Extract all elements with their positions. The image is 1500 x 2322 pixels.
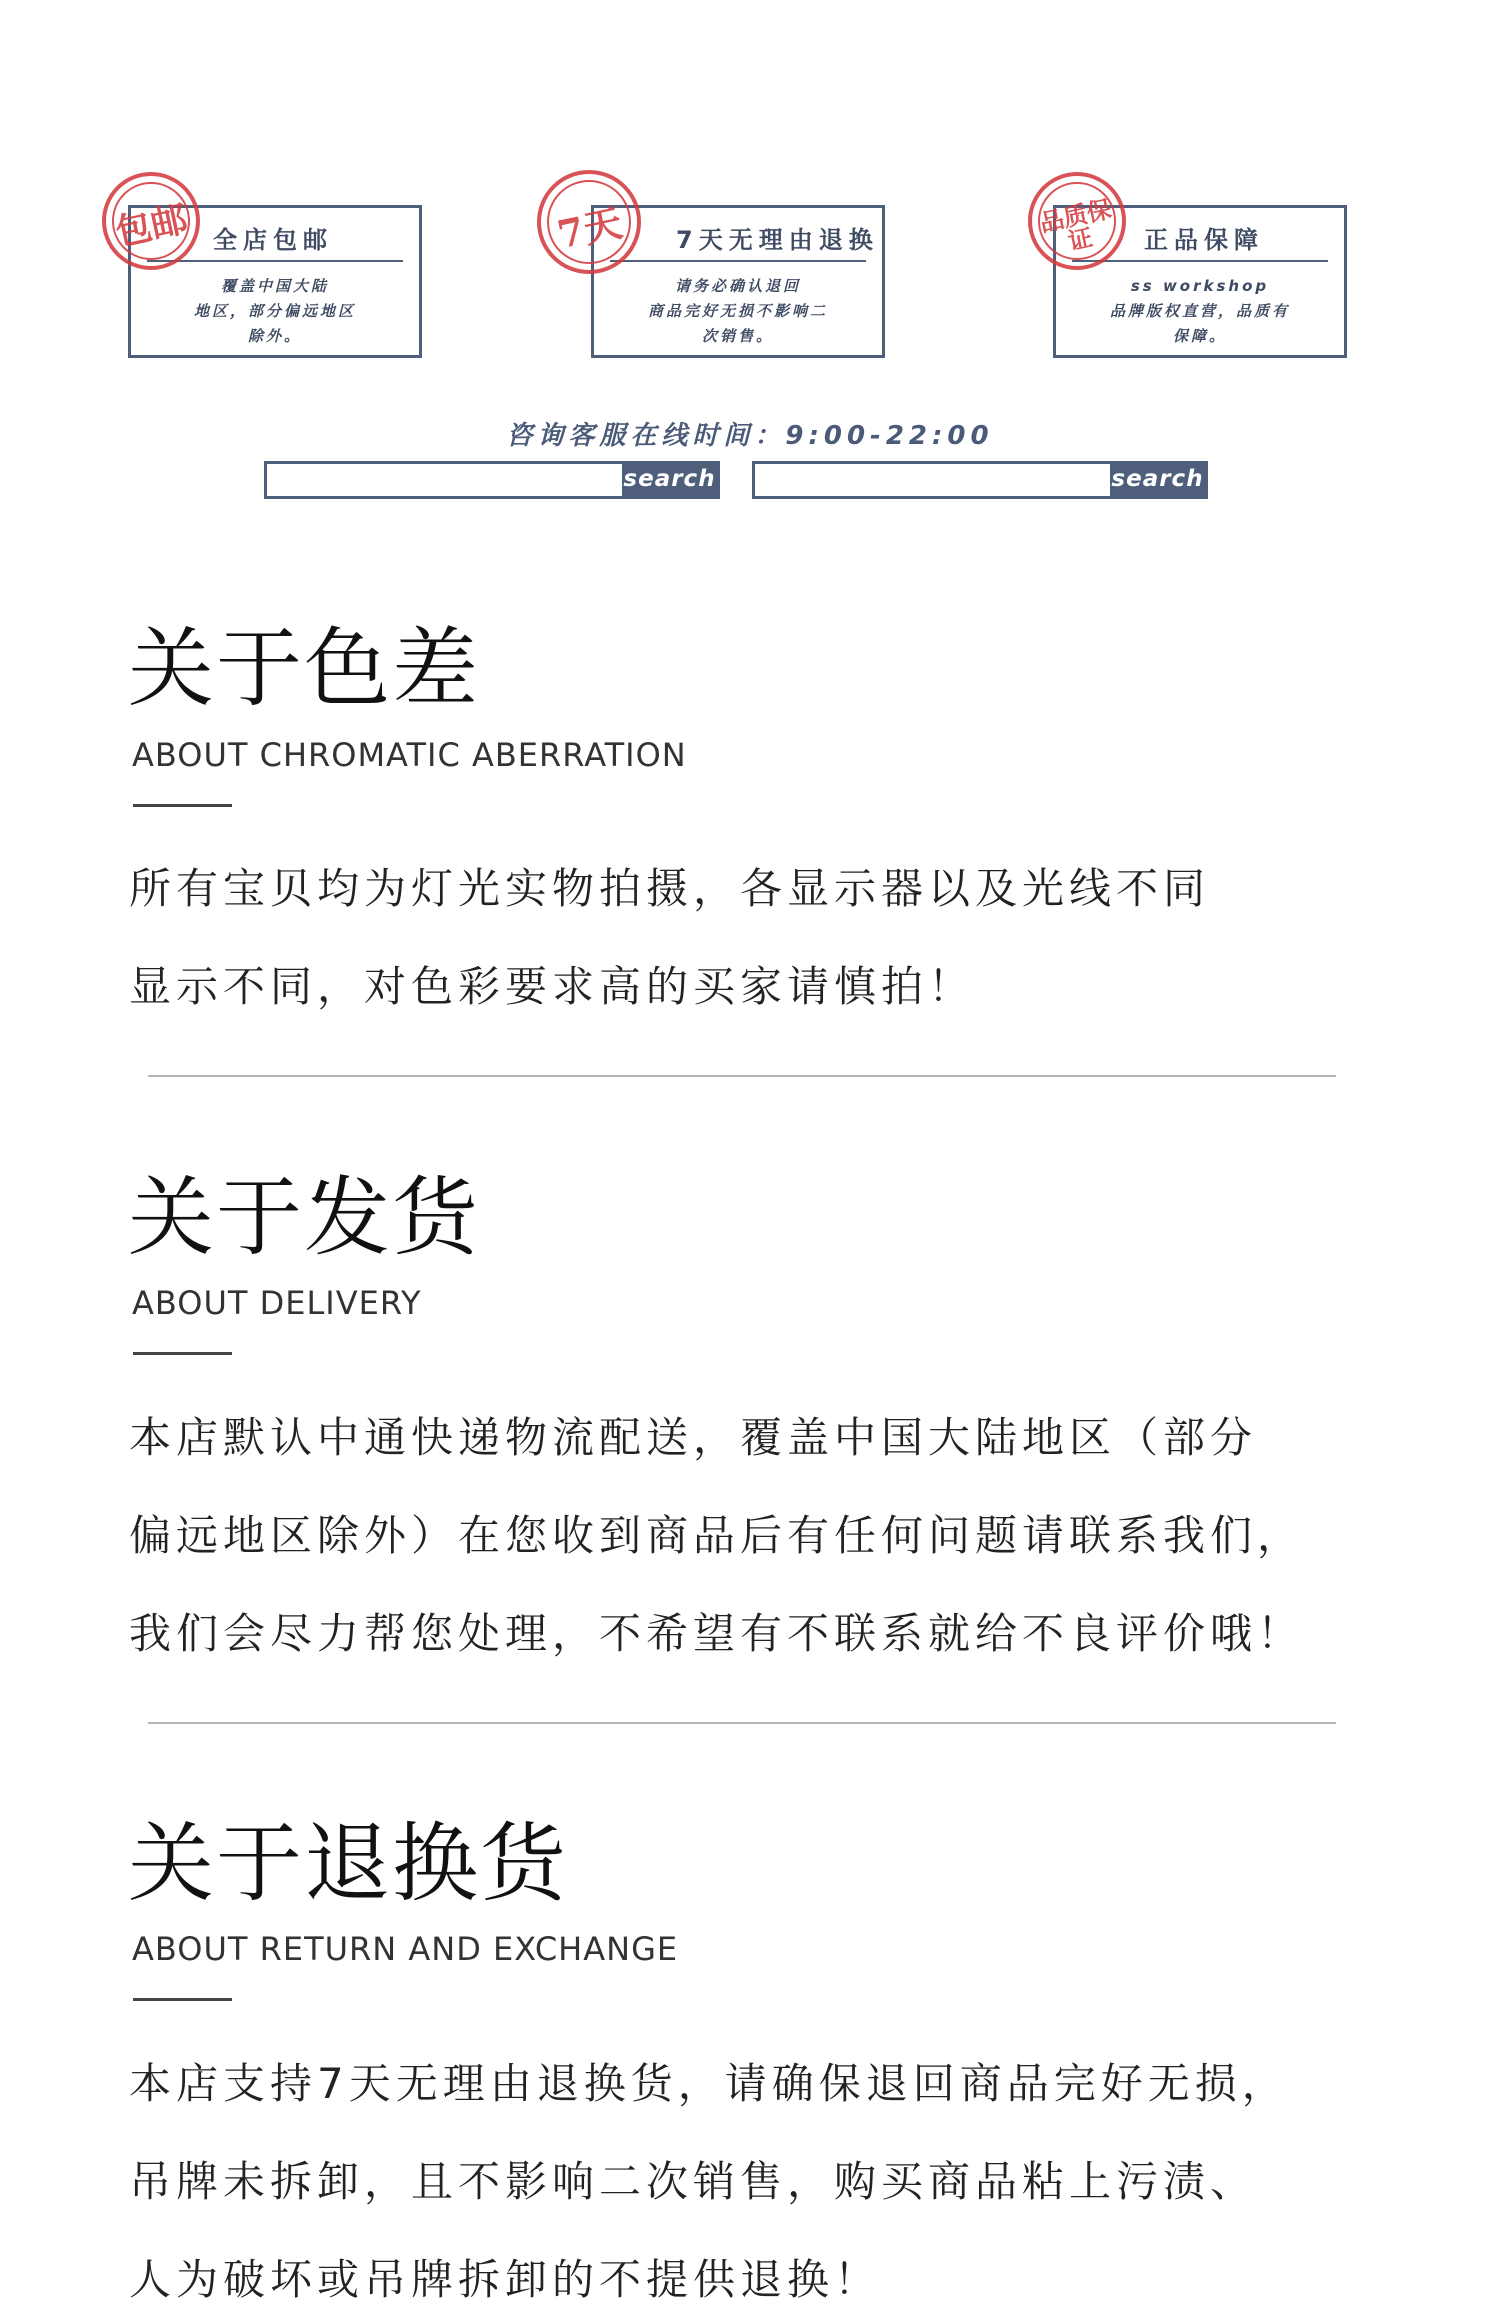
body-line: 本店默认中通快递物流配送，覆盖中国大陆地区（部分 <box>129 1413 1258 1462</box>
title-underline <box>133 804 232 807</box>
badge-desc-line: 次销售。 <box>701 327 774 345</box>
badge-description <box>151 274 399 349</box>
section-body <box>129 840 1399 1036</box>
stamp-text: 品质保证 <box>1037 194 1114 256</box>
body-line: 偏远地区除外）在您收到商品后有任何问题请联系我们， <box>129 1511 1305 1560</box>
badge-title: 全店包邮 <box>213 226 333 254</box>
badge-desc-line: 请务必确认退回 <box>674 277 801 295</box>
section-body <box>129 1389 1399 1683</box>
badge-title: 7天无理由退换 <box>676 226 879 254</box>
badge-description <box>1076 274 1324 349</box>
section-divider <box>148 1075 1336 1077</box>
title-underline <box>133 1352 232 1355</box>
service-hours: 咨询客服在线时间：9:00-22:00 <box>506 421 994 451</box>
badge-divider <box>610 260 866 262</box>
seven-day-stamp-icon <box>537 170 641 274</box>
badge-divider <box>147 260 403 262</box>
search-button[interactable]: search <box>1110 464 1205 496</box>
search-button[interactable]: search <box>622 464 717 496</box>
quality-stamp-icon <box>1028 172 1126 270</box>
section-title: 关于发货 <box>128 1168 480 1268</box>
section-subtitle: ABOUT DELIVERY <box>132 1284 422 1322</box>
search-bar-2 <box>752 461 1208 499</box>
badge-desc-line: 商品完好无损不影响二 <box>647 302 828 320</box>
search-input[interactable] <box>267 464 625 496</box>
free-shipping-stamp-icon <box>102 172 200 270</box>
badge-desc-line: 地区，部分偏远地区 <box>193 302 356 320</box>
body-line: 显示不同，对色彩要求高的买家请慎拍！ <box>129 962 976 1011</box>
section-body <box>129 2035 1399 2322</box>
badge-desc-line: ss workshop <box>1130 277 1270 295</box>
badge-desc-line: 保障。 <box>1172 327 1227 345</box>
body-line: 所有宝贝均为灯光实物拍摄，各显示器以及光线不同 <box>129 864 1211 913</box>
badge-description <box>614 274 862 349</box>
section-subtitle: ABOUT CHROMATIC ABERRATION <box>132 736 687 774</box>
section-title: 关于退换货 <box>128 1814 568 1914</box>
body-line: 我们会尽力帮您处理，不希望有不联系就给不良评价哦！ <box>129 1609 1305 1658</box>
body-line: 人为破坏或吊牌拆卸的不提供退换！ <box>129 2255 882 2304</box>
search-bar-1 <box>264 461 720 499</box>
stamp-text: 7天 <box>553 199 626 258</box>
badge-desc-line: 覆盖中国大陆 <box>220 277 329 295</box>
section-title: 关于色差 <box>128 619 480 719</box>
section-divider <box>148 1722 1336 1724</box>
search-input[interactable] <box>755 464 1113 496</box>
section-subtitle: ABOUT RETURN AND EXCHANGE <box>132 1930 679 1968</box>
badge-title: 正品保障 <box>1144 226 1264 254</box>
body-line: 吊牌未拆卸，且不影响二次销售，购买商品粘上污渍、 <box>129 2157 1258 2206</box>
badge-desc-line: 品牌版权直营，品质有 <box>1109 302 1290 320</box>
body-line: 本店支持7天无理由退换货，请确保退回商品完好无损， <box>129 2059 1289 2108</box>
badge-desc-line: 除外。 <box>247 327 302 345</box>
badge-divider <box>1072 260 1328 262</box>
stamp-text: 包邮 <box>111 197 192 254</box>
title-underline <box>133 1998 232 2001</box>
